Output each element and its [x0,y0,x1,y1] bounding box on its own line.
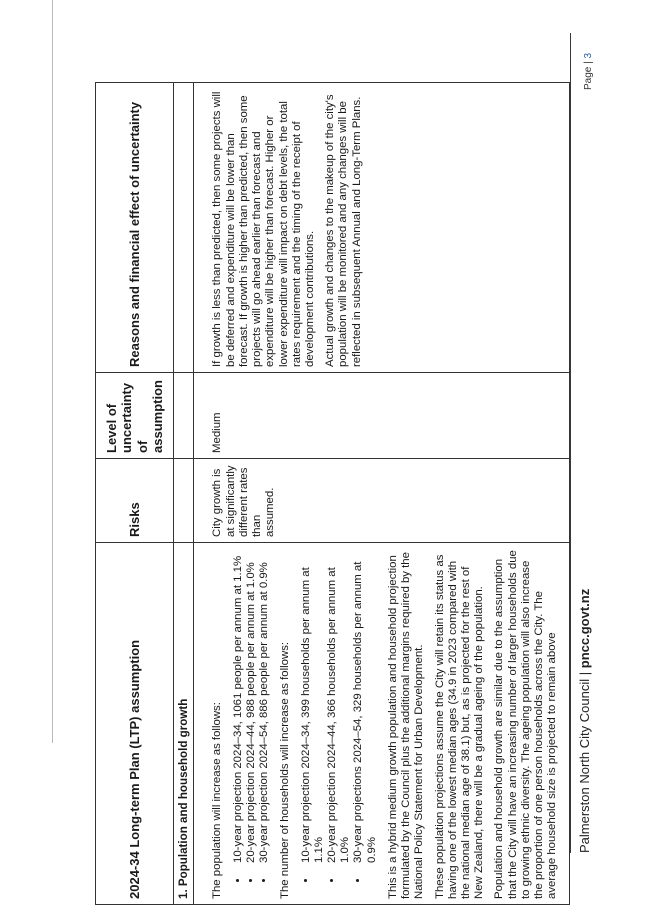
level-cell [194,373,570,459]
footer-council [577,589,592,853]
page-label: Page | [583,58,594,90]
empty-cell [174,83,194,373]
header-reasons: Reasons and financial effect of uncertainty [96,83,174,373]
empty-cell [174,373,194,459]
households-list [300,547,379,899]
header-risks: Risks [96,459,174,543]
footer-separator: | [577,671,592,676]
section-title: 1. Population and household growth [174,543,194,905]
paragraph-median-age: These population projections assume the City will retain its status as having one of the lowest median ages (34.9 in 2023 compared with the national median age of 38.1) but, as is projected for the rest of New Zealand, there will be a gradual ageing of the population. [433,554,486,899]
list-item: • 20-year projection 2024–44, 988 people per annum at 1.0% [245,547,258,869]
section-title-row [174,83,194,905]
header-assumption: 2024-34 Long-term Plan (LTP) assumption [96,543,174,905]
council-name: Palmerston North City Council [577,678,592,853]
list-item: • 30-year projections 2024–54, 329 households per annum at 0.9% [352,547,378,869]
risk-cell [194,459,570,543]
paragraph-hybrid: This is a hybrid medium growth population and household projection formulated by the Council plus the additional margins required by the National Policy Statement for Urban Development. [386,552,426,899]
uncertainty-level: Medium [211,412,224,453]
header-rule [52,0,53,743]
reason-monitoring: Actual growth and changes to the makeup of the city's population will be monitored and any changes will be reflected in subsequent Annual and Long-Term Plans. [324,94,363,367]
list-item: • 20-year projection 2024–44, 366 households per annum at 1.0% [326,547,352,869]
list-item: • 10-year projection 2024–34, 399 households per annum at 1.1% [300,547,326,869]
risk-text: City growth is at significantly different rates than assumed. [211,465,277,537]
table-header-row [96,83,174,905]
population-intro: The population will increase as follows: [211,702,224,899]
table-row [194,83,570,905]
page-indicator [583,53,594,90]
footer-rule [570,33,571,853]
reasons-cell [194,83,570,373]
population-list [232,547,272,899]
households-intro: The number of households will increase as follows: [279,641,292,899]
page-number: 3 [583,52,594,59]
assumptions-table [95,82,570,905]
website-link[interactable]: pncc.govt.nz [577,588,592,669]
paragraph-household-size: Population and household growth are similar due to the assumption that the City will have an increasing number of larger households due to growing ethnic diversity. The ageing population will also increase the proportion of one person households across the City. The average household size is projected to remain above [493,550,559,899]
assumption-cell [194,543,570,905]
list-item: • 30-year projection 2024–54, 886 people per annum at 0.9% [258,547,271,869]
list-item: • 10-year projection 2024–34, 1061 people per annum at 1.1% [232,547,245,869]
empty-cell [174,459,194,543]
reason-growth-effect: If growth is less than predicted, then some projects will be deferred and expenditure will be lower than forecast. If growth is higher than predicted, then some projects will go ahead earlier than forecast and expenditure will be higher than forecast. Higher or lower expenditure will impact on debt levels, the total rates requirement and the timing of the receipt of development contributions. [211,91,316,367]
header-level: Level of uncertainty of assumption [96,373,174,459]
